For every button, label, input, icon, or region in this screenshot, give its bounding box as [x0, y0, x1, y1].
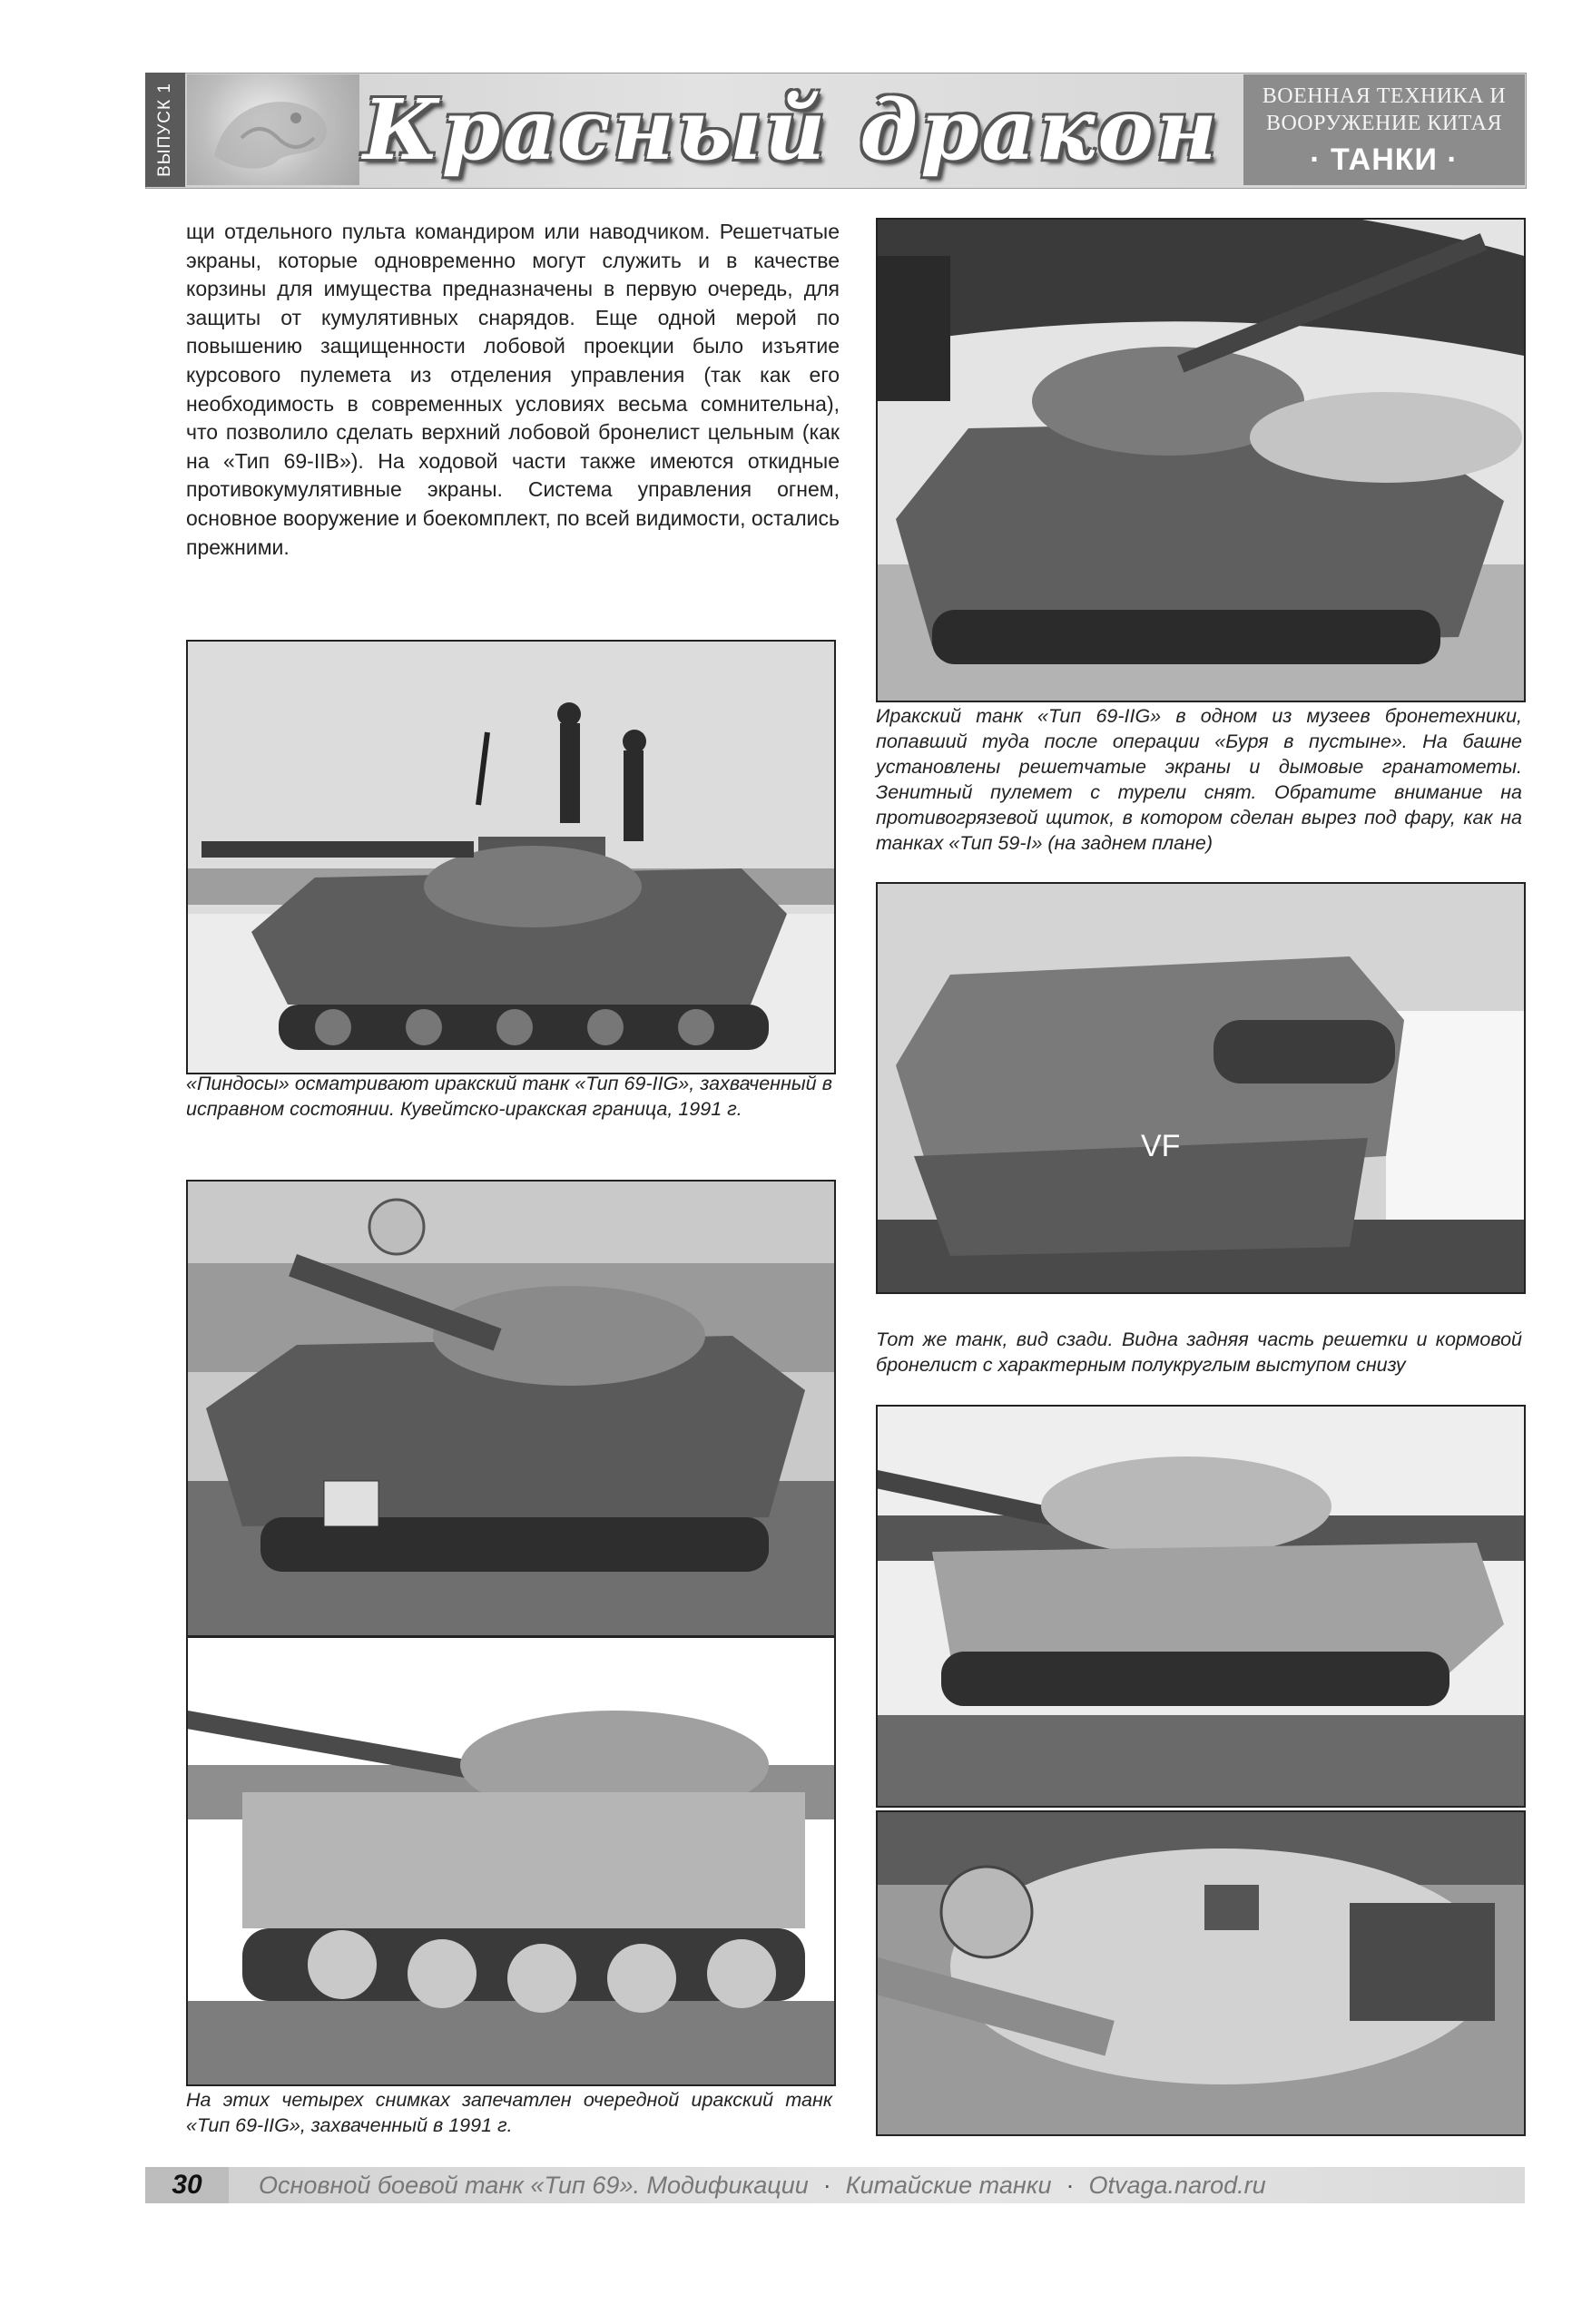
issue-label: ВЫПУСК 1: [155, 83, 175, 177]
photo-tank-field: [186, 1180, 836, 1637]
issue-tab: [145, 73, 185, 187]
series-line-1: ВОЕННАЯ ТЕХНИКА И: [1262, 83, 1507, 108]
caption-captured: «Пиндосы» осматривают иракский танк «Тип 69-IIG», захваченный в исправном состоянии. Кувейтско-иракская граница, 1991 г.: [186, 1073, 832, 1120]
photo-tank-side: [186, 1636, 836, 2086]
article-paragraph: щи отдельного пульта командиром или наводчиком. Решетчатые экраны, которые одновременно могут служить и в качестве корзины для имущества предназначены в первую очередь, для защиты от кумулятивных снарядов. Еще одной мерой по повышению защищенности лобовой проекции было изъятие курсового пулемета из отделения управления (так как его необходимость в современных условиях весьма сомнительна), что позволило сделать верхний лобовой бронелист цельным (как на «Тип 69-IIВ»). На ходовой части также имеются откидные противокумулятивные экраны. Система управления огнем, основное вооружение и боекомплект, по всей видимости, остались прежними.: [186, 220, 840, 559]
hull-marking: VF: [1141, 1129, 1181, 1163]
dragon-icon: [187, 74, 359, 185]
footer-website: Otvaga.narod.ru: [1088, 2171, 1266, 2199]
footer-separator: ·: [822, 2171, 831, 2199]
series-box: [1243, 74, 1525, 185]
photo-tank-turret: [876, 1810, 1526, 2136]
footer-separator: ·: [1066, 2171, 1075, 2199]
series-line-2: ВООРУЖЕНИЕ КИТАЯ: [1265, 111, 1503, 135]
dragon-emblem: [187, 74, 359, 185]
footer-article-title: Основной боевой танк «Тип 69». Модификации: [259, 2171, 809, 2199]
photo-tank-rear: [876, 882, 1526, 1294]
footer-running-title: [259, 2167, 1266, 2203]
magazine-title: Красный дракон: [363, 81, 1220, 179]
photo-museum-tank: [876, 218, 1526, 702]
photo-captured-tank: [186, 640, 836, 1074]
caption-museum: Иракский танк «Тип 69-IIG» в одном из музеев бронетехники, попавший туда после операции «Буря в пустыне». На башне установлены решетчатые экраны и дымовые гранатометы. Зенитный пулемет с турели снят. Обратите внимание на противогрязевой щиток, в котором сделан вырез под фару, как на танках «Тип 59-I» (на заднем плане): [876, 705, 1522, 854]
caption-rear: Тот же танк, вид сзади. Видна задняя часть решетки и кормовой бронелист с характерным полукруглым выступом снизу: [876, 1329, 1522, 1376]
page-number: 30: [145, 2167, 229, 2203]
caption-four-photos: На этих четырех снимках запечатлен очередной иракский танк «Тип 69-IIG», захваченный в 1991 г.: [186, 2089, 832, 2136]
footer-series-title: Китайские танки: [845, 2171, 1052, 2199]
section-label: · ТАНКИ ·: [1310, 142, 1459, 177]
photo-tank-museum-2: [876, 1405, 1526, 1808]
